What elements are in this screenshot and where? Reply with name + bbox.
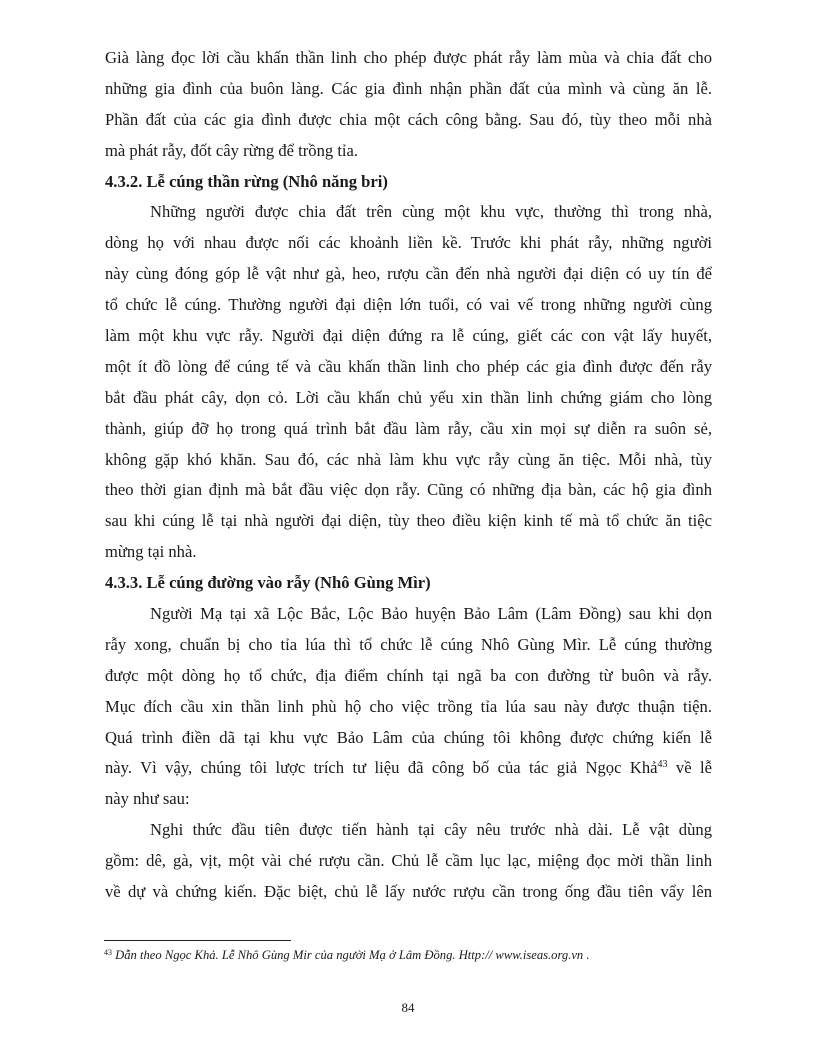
body-line: Mục đích cầu xin thần linh phù hộ cho việc trồng tỉa lúa sau này được thuận tiện. — [105, 696, 712, 716]
body-line: được một dòng họ tổ chức, địa điểm chính tại ngã ba con đường từ buôn và rẫy. — [105, 665, 712, 685]
footnote-text: Dẫn theo Ngọc Khả. Lễ Nhô Gùng Mir của người Mạ ở Lâm Đồng. Http:// www.iseas.org.vn . — [112, 948, 590, 962]
body-line: Những người được chia đất trên cùng một khu vực, thường thì trong nhà, — [150, 202, 712, 222]
page-number: 84 — [401, 1000, 415, 1015]
body-line: này như sau: — [105, 789, 190, 809]
body-line: theo thời gian định mà bắt đầu việc dọn rẫy. Cũng có những địa bàn, các hộ gia đình — [105, 480, 712, 500]
footnote-reference[interactable]: 43 — [657, 759, 668, 771]
body-line: không gặp khó khăn. Sau đó, các nhà làm khu vực rẫy cùng ăn tiệc. Mỗi nhà, tùy — [105, 449, 712, 469]
section-heading-4-3-3: 4.3.3. Lễ cúng đường vào rẫy (Nhô Gùng Mìr) — [105, 573, 431, 593]
body-line: Quá trình điền dã tại khu vực Bảo Lâm của chúng tôi không được chứng kiến lễ — [105, 727, 712, 747]
body-line: bắt đầu phát cây, dọn cỏ. Lời cầu khấn chủ yếu xin thần linh chứng giám cho lòng — [105, 387, 712, 407]
body-line: Nghi thức đầu tiên được tiến hành tại cây nêu trước nhà dài. Lễ vật dùng — [150, 820, 712, 840]
body-line: này cùng đóng góp lễ vật như gà, heo, rượu cần đến nhà người đại diện có uy tín để — [105, 264, 712, 284]
body-line: một ít đồ lòng để cúng tế và cầu khấn thần linh cho phép các gia đình được đến rẫy — [105, 356, 712, 376]
body-line: làm một khu vực rẫy. Người đại diện đứng ra lễ cúng, giết các con vật lấy huyết, — [105, 326, 712, 346]
body-line: Phần đất của các gia đình được chia một cách công bằng. Sau đó, tùy theo mỗi nhà — [105, 109, 712, 129]
body-line: mà phát rẫy, đốt cây rừng để trồng tỉa. — [105, 140, 359, 160]
body-line: về dự và chứng kiến. Đặc biệt, chủ lễ lấy nước rượu cần trong ống đầu tiên vẩy lên — [105, 882, 712, 902]
text-segment: này. Vì vậy, chúng tôi lược trích tư liệu đã công bố của tác giả Ngọc Khả — [105, 758, 658, 778]
document-body — [105, 43, 712, 908]
body-line: những gia đình của buôn làng. Các gia đình nhận phần đất của mình và cùng ăn lễ. — [105, 78, 712, 98]
body-line: Người Mạ tại xã Lộc Bắc, Lộc Bảo huyện Bảo Lâm (Lâm Đồng) sau khi dọn — [150, 604, 712, 624]
footnote-number: 43 — [104, 948, 112, 957]
section-heading-4-3-2: 4.3.2. Lễ cúng thần rừng (Nhô năng bri) — [105, 171, 388, 191]
body-line: sau khi cúng lễ tại nhà người đại diện, tùy theo điều kiện kinh tế mà tổ chức ăn tiệc — [105, 511, 712, 531]
body-line: Già làng đọc lời cầu khấn thần linh cho phép được phát rẫy làm mùa và chia đất cho — [105, 48, 712, 67]
body-line: tổ chức lễ cúng. Thường người đại diện lớn tuổi, có vai vế trong những người cùng — [105, 295, 712, 315]
body-line: dòng họ với nhau được nối các khoảnh liền kề. Trước khi phát rẫy, những người — [105, 233, 712, 253]
body-line-with-footnote-ref — [105, 753, 712, 784]
footnote — [104, 947, 590, 963]
body-line: thành, giúp đỡ họ trong quá trình bắt đầu làm rẫy, cầu xin mọi sự diễn ra suôn sẻ, — [105, 418, 712, 438]
footnote-separator — [104, 940, 291, 941]
body-line: gồm: dê, gà, vịt, một vài ché rượu cần. Chủ lễ cầm lục lạc, miệng đọc mời thần linh — [105, 851, 712, 871]
text-segment: về lễ — [667, 758, 712, 778]
body-line: rẫy xong, chuẩn bị cho tỉa lúa thì tổ chức lễ cúng Nhô Gùng Mìr. Lễ cúng thường — [105, 634, 712, 654]
body-line: mừng tại nhà. — [105, 542, 197, 562]
